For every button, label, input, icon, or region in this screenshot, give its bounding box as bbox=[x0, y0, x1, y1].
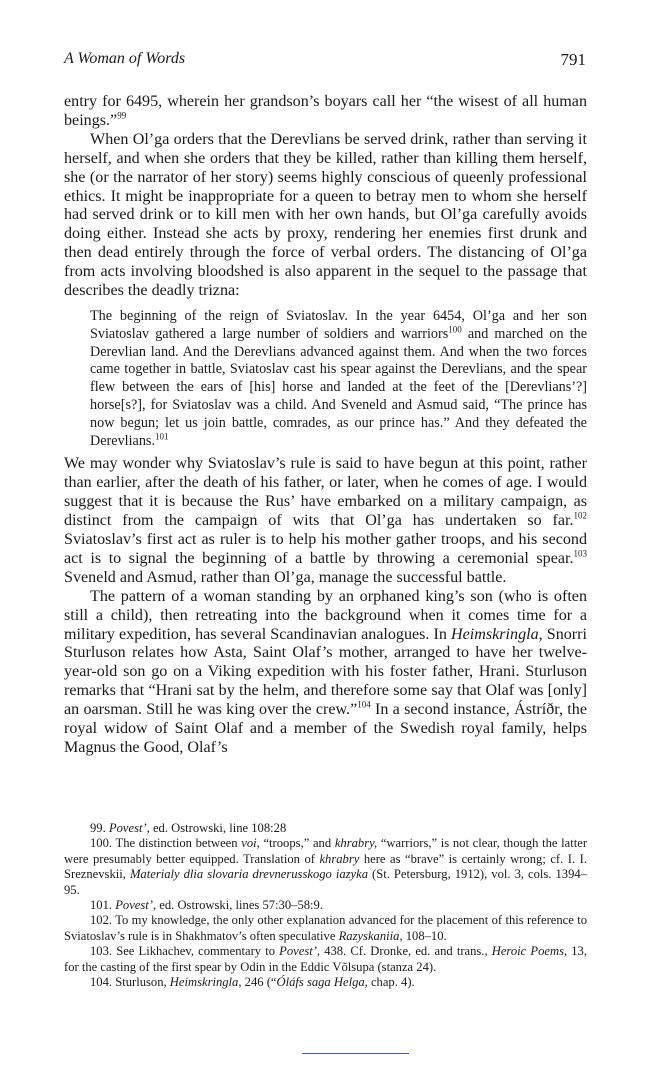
footnote-ref-99: 99 bbox=[117, 110, 127, 121]
page-number: 791 bbox=[560, 50, 586, 69]
footnote-ref-103: 103 bbox=[573, 548, 587, 559]
running-header bbox=[64, 50, 586, 72]
footnote-103: 103. See Likhachev, commentary to Povest’, 438. Cf. Dronke, ed. and trans., Heroic Poems, 13, for the casting of the first spear by Odin in the Eddic Võlsupa (stanza 24). bbox=[64, 944, 588, 974]
footnote-ref-101: 101 bbox=[155, 430, 169, 441]
paragraph-sviatoslav-rule: We may wonder why Sviatoslav’s rule is said to have begun at this point, rather than earlier, after the death of his father, or later, when he comes of age. I would suggest that it is because the Rus’ have embarked on a military campaign, as distinct from the campaign of wits that Ol’ga has undertaken so far.$^{102}$ Sviatoslav’s first act as ruler is to help his mother gather troops, and his second act is to signal the beginning of a battle by throwing a ceremonial spear.$^{103}$ Sveneld and Asmud, rather than Ol’ga, manage the successful battle. bbox=[64, 455, 587, 586]
footnote-99: 99. Povest’, ed. Ostrowski, line 108:28 bbox=[90, 821, 287, 835]
paragraph-olga-orders: When Ol’ga orders that the Derevlians be served drink, rather than serving it herself, and when she orders that they be killed, rather than killing them herself, she (or the narrator of her story) seems highly conscious of queenly professional ethics. It might be inappropriate for a queen to betray men to whom she herself had served drink or to kill men with her own hands, but Ol’ga carefully avoids doing either. Instead she acts by proxy, rendering her enemies first drunk and then dead entirely through the force of verbal orders. The distancing of Ol’ga from acts involving bloodshed is also apparent in the sequel to the passage that describes the deadly trizna: bbox=[64, 130, 587, 300]
footnote-ref-104: 104 bbox=[357, 699, 371, 710]
paragraph-scandinavian-analogues: The pattern of a woman standing by an orphaned king’s son (who is often still a child), then retreating into the background when it comes time for a military expedition, has several Scandinavian analogues. In Heimskringla, Snorri Sturluson relates how Asta, Saint Olaf’s mother, arranged to have her twelve-year-old son go on a Viking expedition with his foster father, Hrani. Sturluson remarks that “Hrani sat by the helm, and therefore some say that Olaf was [only] an oarsman. Still he was king over the crew.”$^{104}$ In a second instance, Ástríðr, the royal widow of Saint Olaf and a member of the Swedish royal family, helps Magnus the Good, Olaf’s bbox=[64, 587, 587, 756]
footnote-101: 101. Povest’, ed. Ostrowski, lines 57:30–58:9. bbox=[90, 898, 323, 913]
block-quote-sviatoslav: The beginning of the reign of Sviatoslav. In the year 6454, Ol’ga and her son Sviatoslav gathered a large number of soldiers and warriors$^{100}$ and marched on the Derevlian land. And the Derevlians advanced against them. And when the two forces came together in battle, Sviatoslav cast his spear against the Derevlians, and the spear flew between the ears of [his] horse and landed at the feet of the [Derevlians’?] horse[s?], for Sviatoslav was a child. And Sveneld and Asmud said, “The prince has now begun; let us join battle, comrades, as our prince has.” And they defeated the Derevlians.$^{101}$ bbox=[90, 307, 587, 449]
footnote-ref-100: 100 bbox=[448, 324, 462, 335]
body-text bbox=[64, 93, 587, 758]
running-title: A Woman of Words bbox=[64, 50, 186, 67]
footnote-104: 104. Sturluson, Heimskringla, 246 (“Óláfs saga Helga, chap. 4). bbox=[90, 975, 415, 990]
bottom-rule bbox=[302, 1053, 409, 1054]
footnote-102: 102. To my knowledge, the only other explanation advanced for the placement of this reference to Sviatoslav’s rule is in Shakhmatov’s often speculative Razyskaniia, 108–10. bbox=[64, 913, 587, 943]
footnotes bbox=[64, 821, 587, 990]
paragraph-continuation: entry for 6495, wherein her grandson’s boyars call her “the wisest of all human beings.”$^{99}$ bbox=[64, 93, 587, 129]
footnote-100: 100. The distinction between voi, “troops,” and khrabry, “warriors,” is not clear, though the latter were presumably better equipped. Translation of khrabry here as “brave” is certainly wrong; cf. I. I. Sreznevskii, Materialy dlia slovaria drevnerusskogo iazyka (St. Petersburg, 1912), vol. 3, cols. 1394–95. bbox=[64, 836, 588, 897]
footnote-ref-102: 102 bbox=[573, 510, 587, 521]
